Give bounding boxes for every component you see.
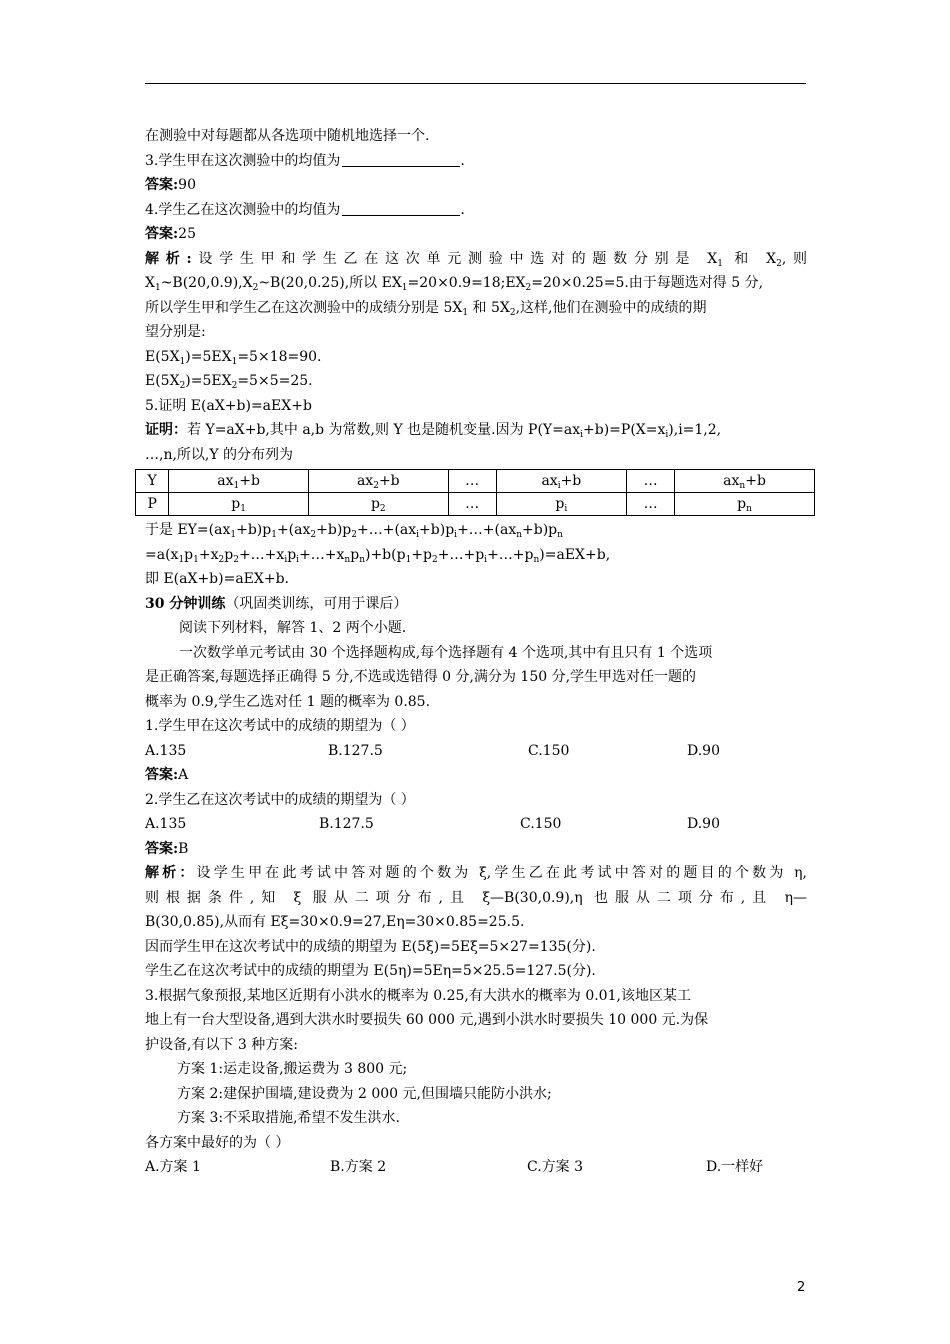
option-c: C.方案 3 <box>527 1159 584 1175</box>
question-4: 4.学生乙在这次测验中的均值为 . <box>145 201 465 218</box>
option-c: C.150 <box>528 742 570 759</box>
analysis-line: 所以学生甲和学生乙在这次测验中的成绩分别是 $5X_1$ 和 $5X_2$,这样,他们在测验中的成绩的期 <box>145 299 707 318</box>
plan-3: 方案 3:不采取措施,希望不发生洪水. <box>177 1110 400 1126</box>
analysis-line: 学生乙在这次考试中的成绩的期望为 E(5η)=5Eη=5×25.5=127.5(分). <box>145 963 596 979</box>
intro-line: 阅读下列材料，解答 1、2 两个小题. <box>179 620 407 636</box>
option-d: D.90 <box>687 816 720 832</box>
question-3-line: 地上有一台大型设备,遇到大洪水时要损失 60 000 元,遇到小洪水时要损失 10 000 元.为保 <box>145 1012 709 1028</box>
analysis-line: 解析:设学生甲和学生乙在这次单元测验中选对的题数分别是 $X_1$ 和 $X_2$,则 <box>145 250 808 269</box>
analysis-line: 解析：设学生甲在此考试中答对题的个数为 ξ,学生乙在此考试中答对的题目的个数为 η, <box>145 865 807 881</box>
option-b: B.方案 2 <box>330 1159 387 1175</box>
option-a: A.135 <box>145 742 187 759</box>
answer-2: 答案:B <box>145 840 189 857</box>
table-cell: … <box>448 493 496 516</box>
page-number: 2 <box>797 1280 806 1295</box>
equation-line: $E(5X_1)=5EX_1=5\times 18=90$. <box>145 348 322 367</box>
table-cell: $p_2$ <box>308 493 448 516</box>
header-rule <box>145 83 806 84</box>
intro-line: 一次数学单元考试由 30 个选择题构成,每个选择题有 4 个选项,其中有且只有 1 个选项 <box>179 644 713 661</box>
table-row <box>136 493 815 516</box>
question-3: 3.学生甲在这次测验中的均值为 . <box>145 152 465 169</box>
options-row <box>145 739 807 764</box>
table-cell: $ax_1+b$ <box>169 470 309 493</box>
analysis-line: $X_1\sim B(20,0.9),X_2\sim B(20,0.25)$,所以 $EX_1=20\times 0.9=18;EX_2=20\times 0.25=5$.由于每题选对得 5 分, <box>145 275 764 293</box>
table-cell: … <box>448 470 496 493</box>
options-row <box>145 812 807 837</box>
analysis-line: B(30,0.85),从而有 Eξ=30×0.9=27,Eη=30×0.85=25.5. <box>145 914 525 930</box>
equation-line: $E(5X_2)=5EX_2=5\times 5=25$. <box>145 373 313 391</box>
question-1: 1.学生甲在这次考试中的成绩的期望为（ ） <box>145 718 415 734</box>
question-2: 2.学生乙在这次考试中的成绩的期望为（ ） <box>145 791 415 808</box>
table-cell: $ax_n+b$ <box>675 470 815 493</box>
analysis-line: 因而学生甲在这次考试中的成绩的期望为 E(5ξ)=5Eξ=5×27=135(分). <box>145 938 596 955</box>
option-c: C.150 <box>520 816 562 832</box>
question-3-line: 3.根据气象预报,某地区近期有小洪水的概率为 0.25,有大洪水的概率为 0.01,该地区某工 <box>145 987 691 1004</box>
distribution-table <box>135 469 815 516</box>
table-cell: … <box>627 493 675 516</box>
table-cell: $ax_i+b$ <box>496 470 627 493</box>
proof-line: 证明：若 Y=aX+b,其中 a,b 为常数,则 Y 也是随机变量.因为 $P(Y=ax_i+b)=P(X=x_i),i=1,2$, <box>145 422 722 440</box>
table-cell: $p_i$ <box>496 493 627 516</box>
intro-line: 是正确答案,每题选择正确得 5 分,不选或选错得 0 分,满分为 150 分,学生甲选对任一题的 <box>145 669 697 685</box>
plan-2: 方案 2:建保护围墙,建设费为 2 000 元,但围墙只能防小洪水; <box>177 1085 552 1102</box>
analysis-line: 望分别是: <box>145 324 206 340</box>
page-content <box>145 124 807 1180</box>
table-cell: $p_n$ <box>675 493 815 516</box>
answer-blank <box>342 152 460 167</box>
option-d: D.90 <box>687 742 720 759</box>
analysis-line: 则根据条件,知 ξ 服从二项分布,且 ξ—B(30,0.9),η 也服从二项分布,且 η— <box>145 889 807 906</box>
proof-line: …,n,所以,Y 的分布列为 <box>145 446 294 463</box>
question-3-line: 护设备,有以下 3 种方案: <box>145 1036 298 1053</box>
section-title: 30 分钟训练（巩固类训练，可用于课后） <box>145 595 408 612</box>
table-cell: P <box>136 493 169 516</box>
table-cell: $ax_2+b$ <box>308 470 448 493</box>
option-a: A.135 <box>145 816 187 832</box>
option-d: D.一样好 <box>706 1159 764 1175</box>
table-cell: $p_1$ <box>169 493 309 516</box>
table-cell: … <box>627 470 675 493</box>
answer-blank <box>342 201 460 216</box>
text-line: 在测验中对每题都从各选项中随机地选择一个. <box>145 128 430 144</box>
table-row <box>136 470 815 493</box>
option-b: B.127.5 <box>319 816 374 832</box>
intro-line: 概率为 0.9,学生乙选对任 1 题的概率为 0.85. <box>145 693 431 710</box>
answer-4: 答案:25 <box>145 226 196 242</box>
table-cell: Y <box>136 470 169 493</box>
equation-line: 于是 $EY=(ax_1+b)p_1+(ax_2+b)p_2+\dots+(ax_i+b)p_i+\dots+(ax_n+b)p_n$ <box>145 522 563 540</box>
question-3-stem: 各方案中最好的为（ ） <box>145 1134 290 1151</box>
equation-line: $=a(x_1p_1+x_2p_2+\dots+x_ip_i+\dots+x_np_n)+b(p_1+p_2+\dots+p_i+\dots+p_n)=aEX+b$, <box>145 546 611 565</box>
options-row <box>145 1155 807 1180</box>
answer-1: 答案:A <box>145 767 189 783</box>
answer-3: 答案:90 <box>145 177 196 193</box>
proof-title: 5.证明 E(aX+b)=aEX+b <box>145 397 312 414</box>
option-b: B.127.5 <box>328 742 383 759</box>
plan-1: 方案 1:运走设备,搬运费为 3 800 元; <box>177 1061 408 1077</box>
equation-line: 即 E(aX+b)=aEX+b. <box>145 571 290 587</box>
option-a: A.方案 1 <box>145 1159 201 1175</box>
